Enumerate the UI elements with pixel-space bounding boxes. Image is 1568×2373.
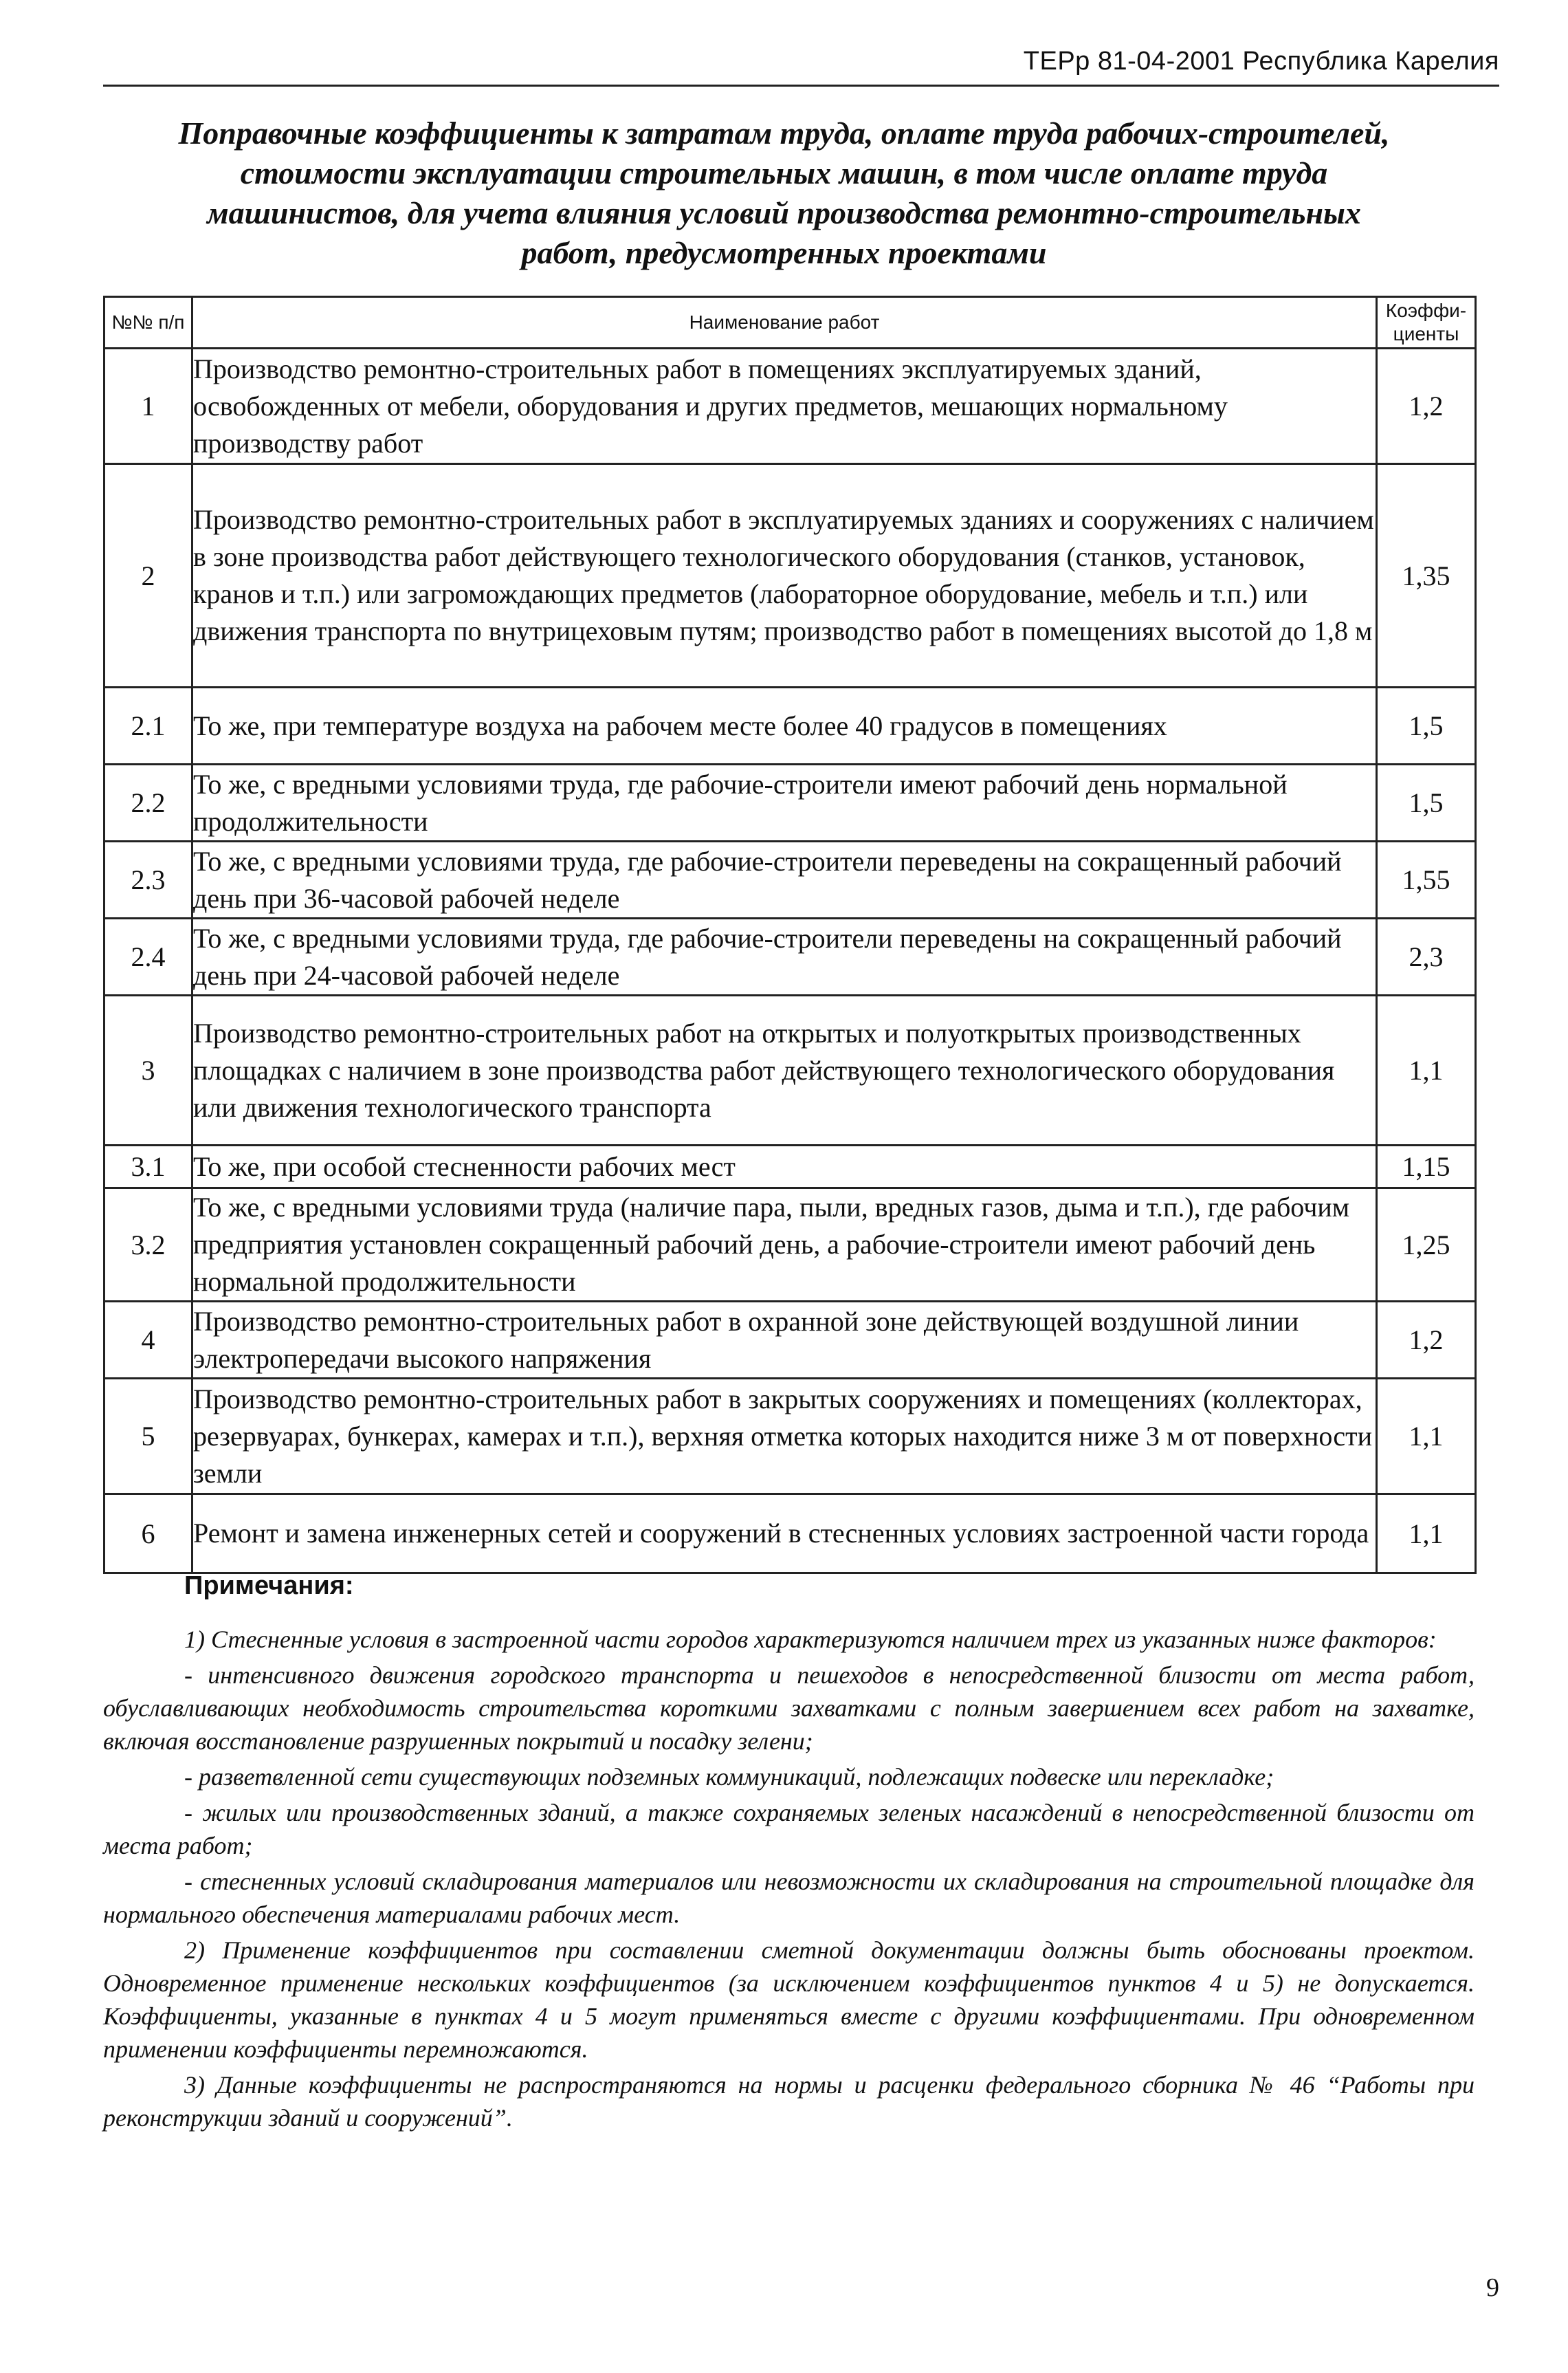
row-number: 1 bbox=[104, 349, 192, 464]
row-number: 5 bbox=[104, 1379, 192, 1494]
coefficients-table bbox=[103, 296, 1477, 1574]
column-header-coef: Коэффи- циенты bbox=[1377, 297, 1476, 349]
page-number: 9 bbox=[1486, 2273, 1499, 2302]
coefficient-value: 1,1 bbox=[1377, 996, 1476, 1146]
table-row bbox=[104, 1188, 1476, 1302]
work-description: То же, при особой стесненности рабочих мест bbox=[192, 1146, 1377, 1188]
notes-section bbox=[103, 1571, 1475, 2137]
page-title: Поправочные коэффициенты к затратам труда, оплате труда рабочих-строителей, стоимости эксплуатации строительных машин, в том числе оплате труда машинистов, для учета влияния условий производства ремонтно-строительных работ, предусмотренных проектами bbox=[178, 116, 1390, 270]
work-description: Производство ремонтно-строительных работ в помещениях эксплуатируемых зданий, освобожденных от мебели, оборудования и других предметов, мешающих нормальному производству работ bbox=[192, 349, 1377, 464]
coefficient-value: 1,2 bbox=[1377, 349, 1476, 464]
table-row bbox=[104, 464, 1476, 688]
row-number: 2.3 bbox=[104, 842, 192, 919]
row-number: 2.2 bbox=[104, 765, 192, 842]
coefficient-value: 1,35 bbox=[1377, 464, 1476, 688]
coefficient-value: 1,1 bbox=[1377, 1379, 1476, 1494]
work-description: Ремонт и замена инженерных сетей и сооружений в стесненных условиях застроенной части города bbox=[192, 1494, 1377, 1573]
table-row bbox=[104, 1302, 1476, 1379]
table-row bbox=[104, 688, 1476, 765]
row-number: 6 bbox=[104, 1494, 192, 1573]
work-description: То же, с вредными условиями труда (наличие пара, пыли, вредных газов, дыма и т.п.), где рабочим предприятия установлен сокращенный рабочий день, а рабочие-строители имеют рабочий день нормальной продолжительности bbox=[192, 1188, 1377, 1302]
row-number: 3.2 bbox=[104, 1188, 192, 1302]
work-description: Производство ремонтно-строительных работ в эксплуатируемых зданиях и сооружениях с наличием в зоне производства работ действующего технологического оборудования (станков, установок, кранов и т.п.) или загромождающих предметов (лабораторное оборудование, мебель и т.п.) или движения транспорта по внутрицеховым путям; производство работ в помещениях высотой до 1,8 м bbox=[192, 464, 1377, 688]
row-number: 3.1 bbox=[104, 1146, 192, 1188]
note-paragraph: 2) Применение коэффициентов при составлении сметной документации должны быть обоснованы проектом. Одновременное применение нескольких коэффициентов (за исключением коэффициентов пунктов 4 и 5) не допускается. Коэффициенты, указанные в пунктах 4 и 5 могут применяться вместе с другими коэффициентами. При одновременном применении коэффициенты перемножаются. bbox=[103, 1936, 1475, 2063]
table-header-row bbox=[104, 297, 1476, 349]
note-paragraph: - разветвленной сети существующих подземных коммуникаций, подлежащих подвеске или перекладке; bbox=[184, 1763, 1274, 1791]
table-row bbox=[104, 765, 1476, 842]
row-number: 3 bbox=[104, 996, 192, 1146]
column-header-num: №№ п/п bbox=[104, 297, 192, 349]
coefficient-value: 1,15 bbox=[1377, 1146, 1476, 1188]
work-description: Производство ремонтно-строительных работ в закрытых сооружениях и помещениях (коллекторах, резервуарах, бункерах, камерах и т.п.), верхняя отметка которых находится ниже 3 м от поверхности земли bbox=[192, 1379, 1377, 1494]
coefficient-value: 1,5 bbox=[1377, 765, 1476, 842]
column-header-name: Наименование работ bbox=[192, 297, 1377, 349]
table-row bbox=[104, 996, 1476, 1146]
coefficient-value: 1,25 bbox=[1377, 1188, 1476, 1302]
table-row bbox=[104, 1146, 1476, 1188]
row-number: 2 bbox=[104, 464, 192, 688]
work-description: Производство ремонтно-строительных работ в охранной зоне действующей воздушной линии электропередачи высокого напряжения bbox=[192, 1302, 1377, 1379]
table-row bbox=[104, 1379, 1476, 1494]
header-divider bbox=[103, 85, 1499, 87]
note-paragraph: - жилых или производственных зданий, а также сохраняемых зеленых насаждений в непосредственной близости от места работ; bbox=[103, 1799, 1475, 1859]
work-description: То же, с вредными условиями труда, где рабочие-строители переведены на сокращенный рабочий день при 36-часовой рабочей неделе bbox=[192, 842, 1377, 919]
table-row bbox=[104, 349, 1476, 464]
coefficient-value: 1,5 bbox=[1377, 688, 1476, 765]
coefficient-value: 1,55 bbox=[1377, 842, 1476, 919]
work-description: Производство ремонтно-строительных работ на открытых и полуоткрытых производственных площадках с наличием в зоне производства работ действующего технологического оборудования или движения технологического транспорта bbox=[192, 996, 1377, 1146]
work-description: То же, с вредными условиями труда, где рабочие-строители имеют рабочий день нормальной продолжительности bbox=[192, 765, 1377, 842]
row-number: 2.1 bbox=[104, 688, 192, 765]
work-description: То же, с вредными условиями труда, где рабочие-строители переведены на сокращенный рабочий день при 24-часовой рабочей неделе bbox=[192, 919, 1377, 996]
coefficient-value: 1,2 bbox=[1377, 1302, 1476, 1379]
work-description: То же, при температуре воздуха на рабочем месте более 40 градусов в помещениях bbox=[192, 688, 1377, 765]
coefficient-value: 1,1 bbox=[1377, 1494, 1476, 1573]
notes-title: Примечания: bbox=[184, 1571, 354, 1600]
note-paragraph: 1) Стесненные условия в застроенной части городов характеризуются наличием трех из указанных ниже факторов: bbox=[184, 1626, 1437, 1653]
note-paragraph: 3) Данные коэффициенты не распространяются на нормы и расценки федерального сборника № 46 “Работы при реконструкции зданий и сооружений”. bbox=[103, 2071, 1475, 2132]
row-number: 4 bbox=[104, 1302, 192, 1379]
note-paragraph: - стесненных условий складирования материалов или невозможности их складирования на строительной площадке для нормального обеспечения материалами рабочих мест. bbox=[103, 1868, 1475, 1928]
table-row bbox=[104, 919, 1476, 996]
table-row bbox=[104, 1494, 1476, 1573]
note-paragraph: - интенсивного движения городского транспорта и пешеходов в непосредственной близости от места работ, обуславливающих необходимость строительства короткими захватками с полным завершением всех работ на захватке, включая восстановление разрушенных покрытий и посадку зелени; bbox=[103, 1661, 1475, 1755]
document-code: ТЕРр 81-04-2001 Республика Карелия bbox=[1023, 47, 1499, 76]
coefficient-value: 2,3 bbox=[1377, 919, 1476, 996]
row-number: 2.4 bbox=[104, 919, 192, 996]
table-row bbox=[104, 842, 1476, 919]
